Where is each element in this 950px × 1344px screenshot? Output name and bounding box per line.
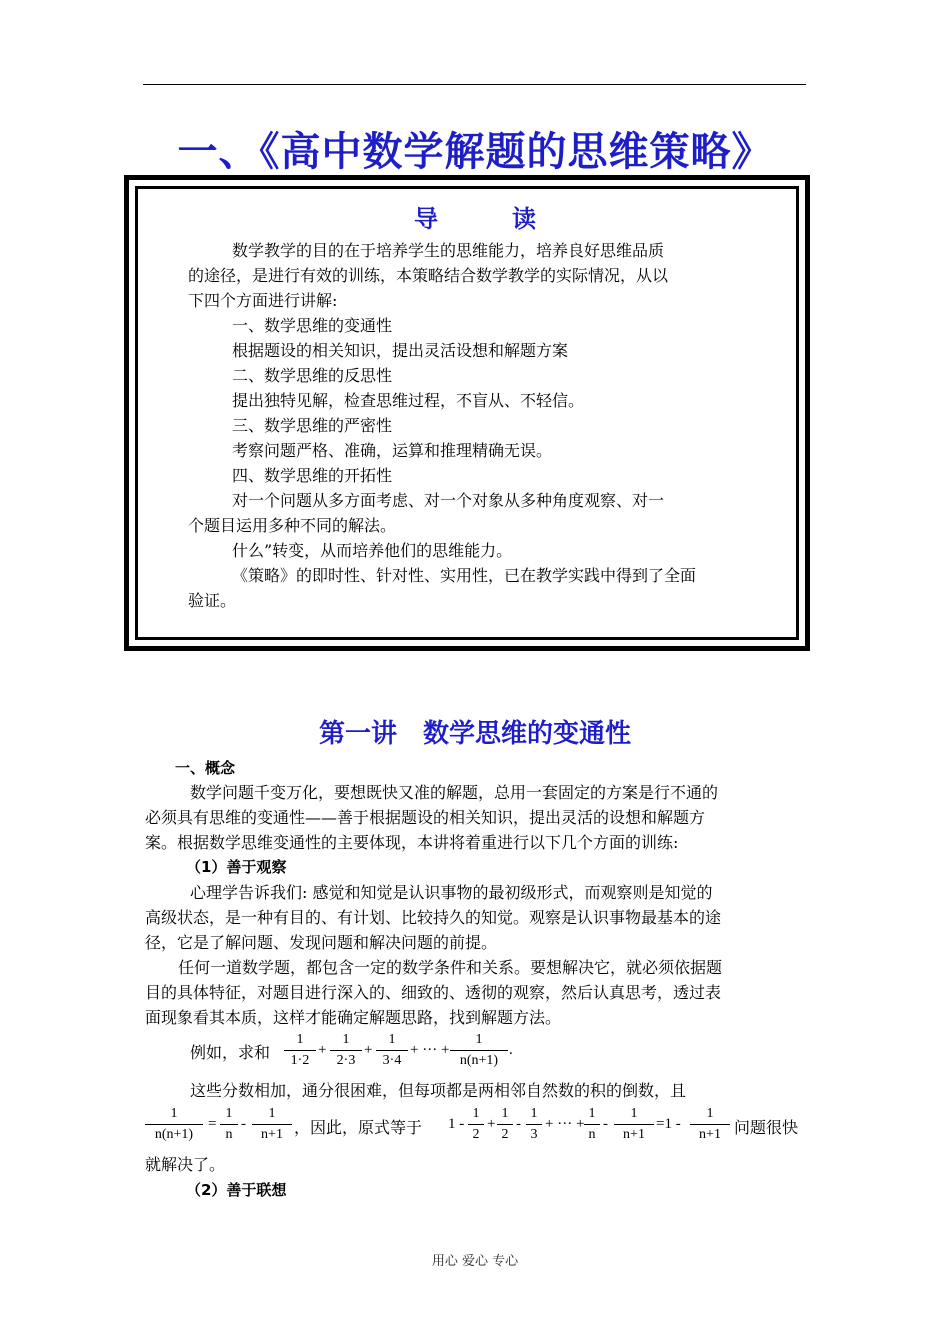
plus-sign: +: [487, 1116, 496, 1132]
subheading-associate: （2）善于联想: [186, 1181, 287, 1199]
fraction: 1 n: [584, 1105, 600, 1144]
fraction: 1 n+1: [614, 1105, 654, 1144]
guide-line: 《策略》的即时性、针对性、实用性，已在教学实践中得到了全面: [232, 566, 697, 585]
fraction: 1 3·4: [376, 1031, 408, 1070]
guide-line: 个题目运用多种不同的解法。: [188, 516, 397, 535]
paragraph-line: 目的具体特征，对题目进行深入的、细致的、透彻的观察，然后认真思考，透过表: [145, 983, 722, 1002]
paragraph-line: 高级状态，是一种有目的、有计划、比较持久的知觉。观察是认识事物最基本的途: [145, 908, 722, 927]
guide-line: 数学教学的目的在于培养学生的思维能力，培养良好思维品质: [232, 241, 665, 260]
equals-sign: =: [208, 1116, 217, 1132]
guide-line: 二、数学思维的反思性: [232, 366, 393, 385]
fraction: 1 n(n+1): [145, 1105, 203, 1144]
guide-line: 四、数学思维的开拓性: [232, 466, 393, 485]
guide-line: 的途径，是进行有效的训练，本策略结合数学教学的实际情况，从以: [188, 266, 669, 285]
ellipsis-plus: + ··· +: [545, 1116, 585, 1132]
paragraph-line: 心理学告诉我们: 感觉和知觉是认识事物的最初级形式，而观察则是知觉的: [190, 883, 713, 902]
paragraph-line: 必须具有思维的变通性——善于根据题设的相关知识，提出灵活的设想和解题方: [145, 808, 706, 827]
fraction: 1 1·2: [284, 1031, 316, 1070]
one-minus: 1 -: [448, 1116, 465, 1132]
paragraph-line: 面现象看其本质，这样才能确定解题思路，找到解题方法。: [145, 1008, 562, 1027]
guide-line: 考察问题严格、准确，运算和推理精确无误。: [232, 441, 553, 460]
plus-sign: +: [364, 1042, 373, 1058]
paragraph-line: 任何一道数学题，都包含一定的数学条件和关系。要想解决它，就必须依据题: [178, 958, 723, 977]
fraction: 1 n: [220, 1105, 238, 1144]
fraction: 1 n+1: [690, 1105, 730, 1144]
paragraph-line: 案。根据数学思维变通性的主要体现，本讲将着重进行以下几个方面的训练:: [145, 833, 679, 852]
guide-line: 根据题设的相关知识，提出灵活设想和解题方案: [232, 341, 569, 360]
guide-heading-left: 导: [414, 205, 438, 233]
paragraph-line: 径，它是了解问题、发现问题和解决问题的前提。: [145, 933, 498, 952]
guide-line: 什么”转变，从而培养他们的思维能力。: [232, 541, 513, 560]
fraction: 1 2: [497, 1105, 513, 1144]
guide-heading-right: 读: [512, 205, 536, 233]
plus-sign: +: [318, 1042, 327, 1058]
paragraph-line: 这些分数相加，通分很困难，但每项都是两相邻自然数的积的倒数，且: [190, 1081, 687, 1100]
minus-sign: -: [241, 1116, 246, 1132]
fraction: 1 n+1: [252, 1105, 292, 1144]
minus-sign: -: [516, 1116, 521, 1132]
guide-line: 三、数学思维的严密性: [232, 416, 393, 435]
equals-one-minus: =1 -: [656, 1116, 681, 1132]
paragraph-line: 数学问题千变万化，要想既快又准的解题，总用一套固定的方案是行不通的: [190, 783, 719, 802]
lecture-title: 第一讲 数学思维的变通性: [318, 719, 631, 749]
paragraph-line: 就解决了。: [145, 1155, 226, 1174]
ellipsis-plus: + ··· +: [410, 1042, 450, 1058]
fraction: 1 3: [526, 1105, 542, 1144]
guide-line: 提出独特见解，检查思维过程，不盲从、不轻信。: [232, 391, 585, 410]
guide-line: 下四个方面进行讲解:: [188, 291, 338, 310]
fraction: 1 n(n+1): [450, 1031, 508, 1070]
fraction: 1 2·3: [330, 1031, 362, 1070]
paragraph-text: 问题很快: [734, 1118, 799, 1137]
subheading-observe: （1）善于观察: [186, 858, 287, 876]
paragraph-text: ，因此，原式等于: [294, 1118, 423, 1137]
concept-heading: 一、概念: [175, 759, 236, 777]
period: .: [509, 1042, 513, 1058]
guide-line: 验证。: [188, 591, 237, 610]
guide-heading: [0, 199, 950, 234]
minus-sign: -: [603, 1116, 608, 1132]
example-prefix: 例如，求和: [190, 1043, 271, 1062]
guide-line: 一、数学思维的变通性: [232, 316, 393, 335]
page-footer: 用心 爱心 专心: [431, 1254, 519, 1269]
header-rule: [143, 84, 806, 85]
guide-line: 对一个问题从多方面考虑、对一个对象从多种角度观察、对一: [232, 491, 665, 510]
fraction: 1 2: [468, 1105, 484, 1144]
page-title: 一、《高中数学解题的思维策略》: [177, 129, 773, 175]
